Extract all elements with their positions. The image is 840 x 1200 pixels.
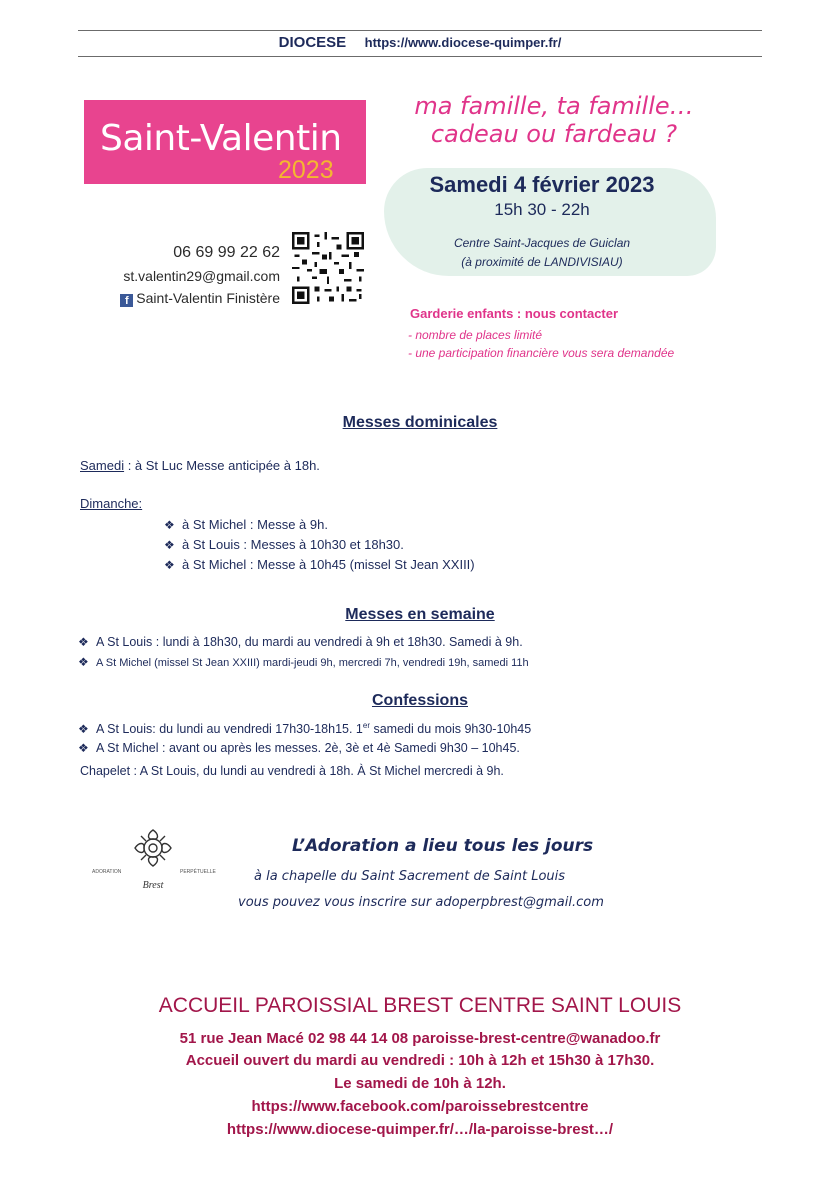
dimanche-item: ❖ à St Michel : Messe à 9h.: [164, 517, 328, 532]
contact-email-link[interactable]: st.valentin29@gmail.com: [123, 268, 280, 284]
tagline-line-1: ma famille, ta famille…: [414, 92, 694, 120]
diocese-label: DIOCESE: [278, 34, 347, 51]
bullet-icon: ❖: [78, 741, 89, 755]
section-title-dominicales: Messes dominicales: [342, 414, 498, 431]
accueil-address-line: 51 rue Jean Macé 02 98 44 14 08 paroisse-brest-centre@wanadoo.fr: [179, 1030, 661, 1047]
adoration-logo: [86, 826, 220, 896]
semaine-item: ❖ A St Michel (missel St Jean XXIII) mardi-jeudi 9h, mercredi 7h, vendredi 19h, samedi 11h: [78, 655, 529, 669]
facebook-link[interactable]: https://www.facebook.com/paroissebrestcentre: [251, 1098, 589, 1115]
adoration-title: L’Adoration a lieu tous les jours: [292, 836, 594, 856]
qr-code-icon[interactable]: [292, 232, 364, 304]
facebook-icon: f: [120, 294, 133, 307]
header-rule-top: [78, 30, 762, 31]
accueil-title: ACCUEIL PAROISSIAL BREST CENTRE SAINT LOUIS: [158, 994, 682, 1017]
section-title-confessions: Confessions: [371, 692, 468, 709]
garderie-title: Garderie enfants : nous contacter: [410, 306, 619, 321]
logo-city-text: Brest: [142, 880, 164, 891]
accueil-saturday-line: Le samedi de 10h à 12h.: [334, 1075, 506, 1092]
semaine-item: ❖ A St Louis : lundi à 18h30, du mardi au vendredi à 9h et 18h30. Samedi à 9h.: [78, 635, 523, 649]
saint-valentin-year: 2023: [278, 156, 334, 184]
chapelet-line: Chapelet : A St Louis, du lundi au vendredi à 18h. À St Michel mercredi à 9h.: [80, 764, 504, 778]
bullet-icon: ❖: [164, 538, 175, 552]
venue-line-2: (à proximité de LANDIVISIAU): [461, 255, 623, 269]
header-bar: [78, 34, 762, 52]
header-rule-bottom: [78, 56, 762, 57]
adoration-line: à la chapelle du Saint Sacrement de Saint Louis: [254, 869, 566, 884]
contact-phone: 06 69 99 22 62: [173, 244, 280, 261]
dimanche-label: Dimanche:: [80, 496, 143, 511]
samedi-text: : à St Luc Messe anticipée à 18h.: [124, 458, 320, 473]
event-venue: [392, 234, 692, 272]
facebook-page-link[interactable]: [80, 290, 280, 307]
confession-item: ❖ A St Michel : avant ou après les messes. 2è, 3è et 4è Samedi 9h30 – 10h45.: [78, 741, 520, 755]
logo-right-text: PERPÉTUELLE: [180, 869, 216, 875]
diocese-parish-link[interactable]: https://www.diocese-quimper.fr/…/la-paroisse-brest…/: [226, 1121, 614, 1138]
venue-line-1: Centre Saint-Jacques de Guiclan: [453, 236, 631, 250]
accueil-hours-line: Accueil ouvert du mardi au vendredi : 10h à 12h et 15h30 à 17h30.: [185, 1052, 655, 1069]
event-hours: 15h 30 - 22h: [494, 200, 590, 219]
garderie-item-clip: [0, 340, 716, 370]
diocese-url-link[interactable]: https://www.diocese-quimper.fr/: [364, 35, 562, 50]
adoration-email-line: vous pouvez vous inscrire sur adoperpbrest@gmail.com: [238, 895, 604, 910]
bullet-icon: ❖: [164, 558, 175, 572]
bullet-icon: ❖: [78, 635, 89, 649]
logo-left-text: ADORATION: [92, 869, 122, 875]
event-date: Samedi 4 février 2023: [429, 172, 655, 197]
tagline-line-2: cadeau ou fardeau ?: [430, 120, 678, 148]
confession-item: ❖ A St Louis: du lundi au vendredi 17h30-18h15. 1er samedi du mois 9h30-10h45: [78, 721, 532, 737]
samedi-label: Samedi: [80, 458, 125, 473]
bullet-icon: ❖: [78, 655, 89, 669]
dimanche-item: ❖ à St Michel : Messe à 10h45 (missel St Jean XXIII): [164, 557, 475, 572]
samedi-line: [80, 458, 320, 473]
section-title-semaine: Messes en semaine: [345, 606, 495, 623]
garderie-item: - une participation financière vous sera demandée: [408, 346, 675, 360]
dimanche-item: ❖ à St Louis : Messes à 10h30 et 18h30.: [164, 537, 404, 552]
bullet-icon: ❖: [164, 518, 175, 532]
garderie-item: - nombre de places limité: [408, 328, 543, 342]
saint-valentin-title: Saint-Valentin: [100, 118, 342, 159]
event-tagline: [404, 92, 704, 148]
facebook-page-label: Saint-Valentin Finistère: [136, 290, 280, 306]
bullet-icon: ❖: [78, 722, 89, 737]
